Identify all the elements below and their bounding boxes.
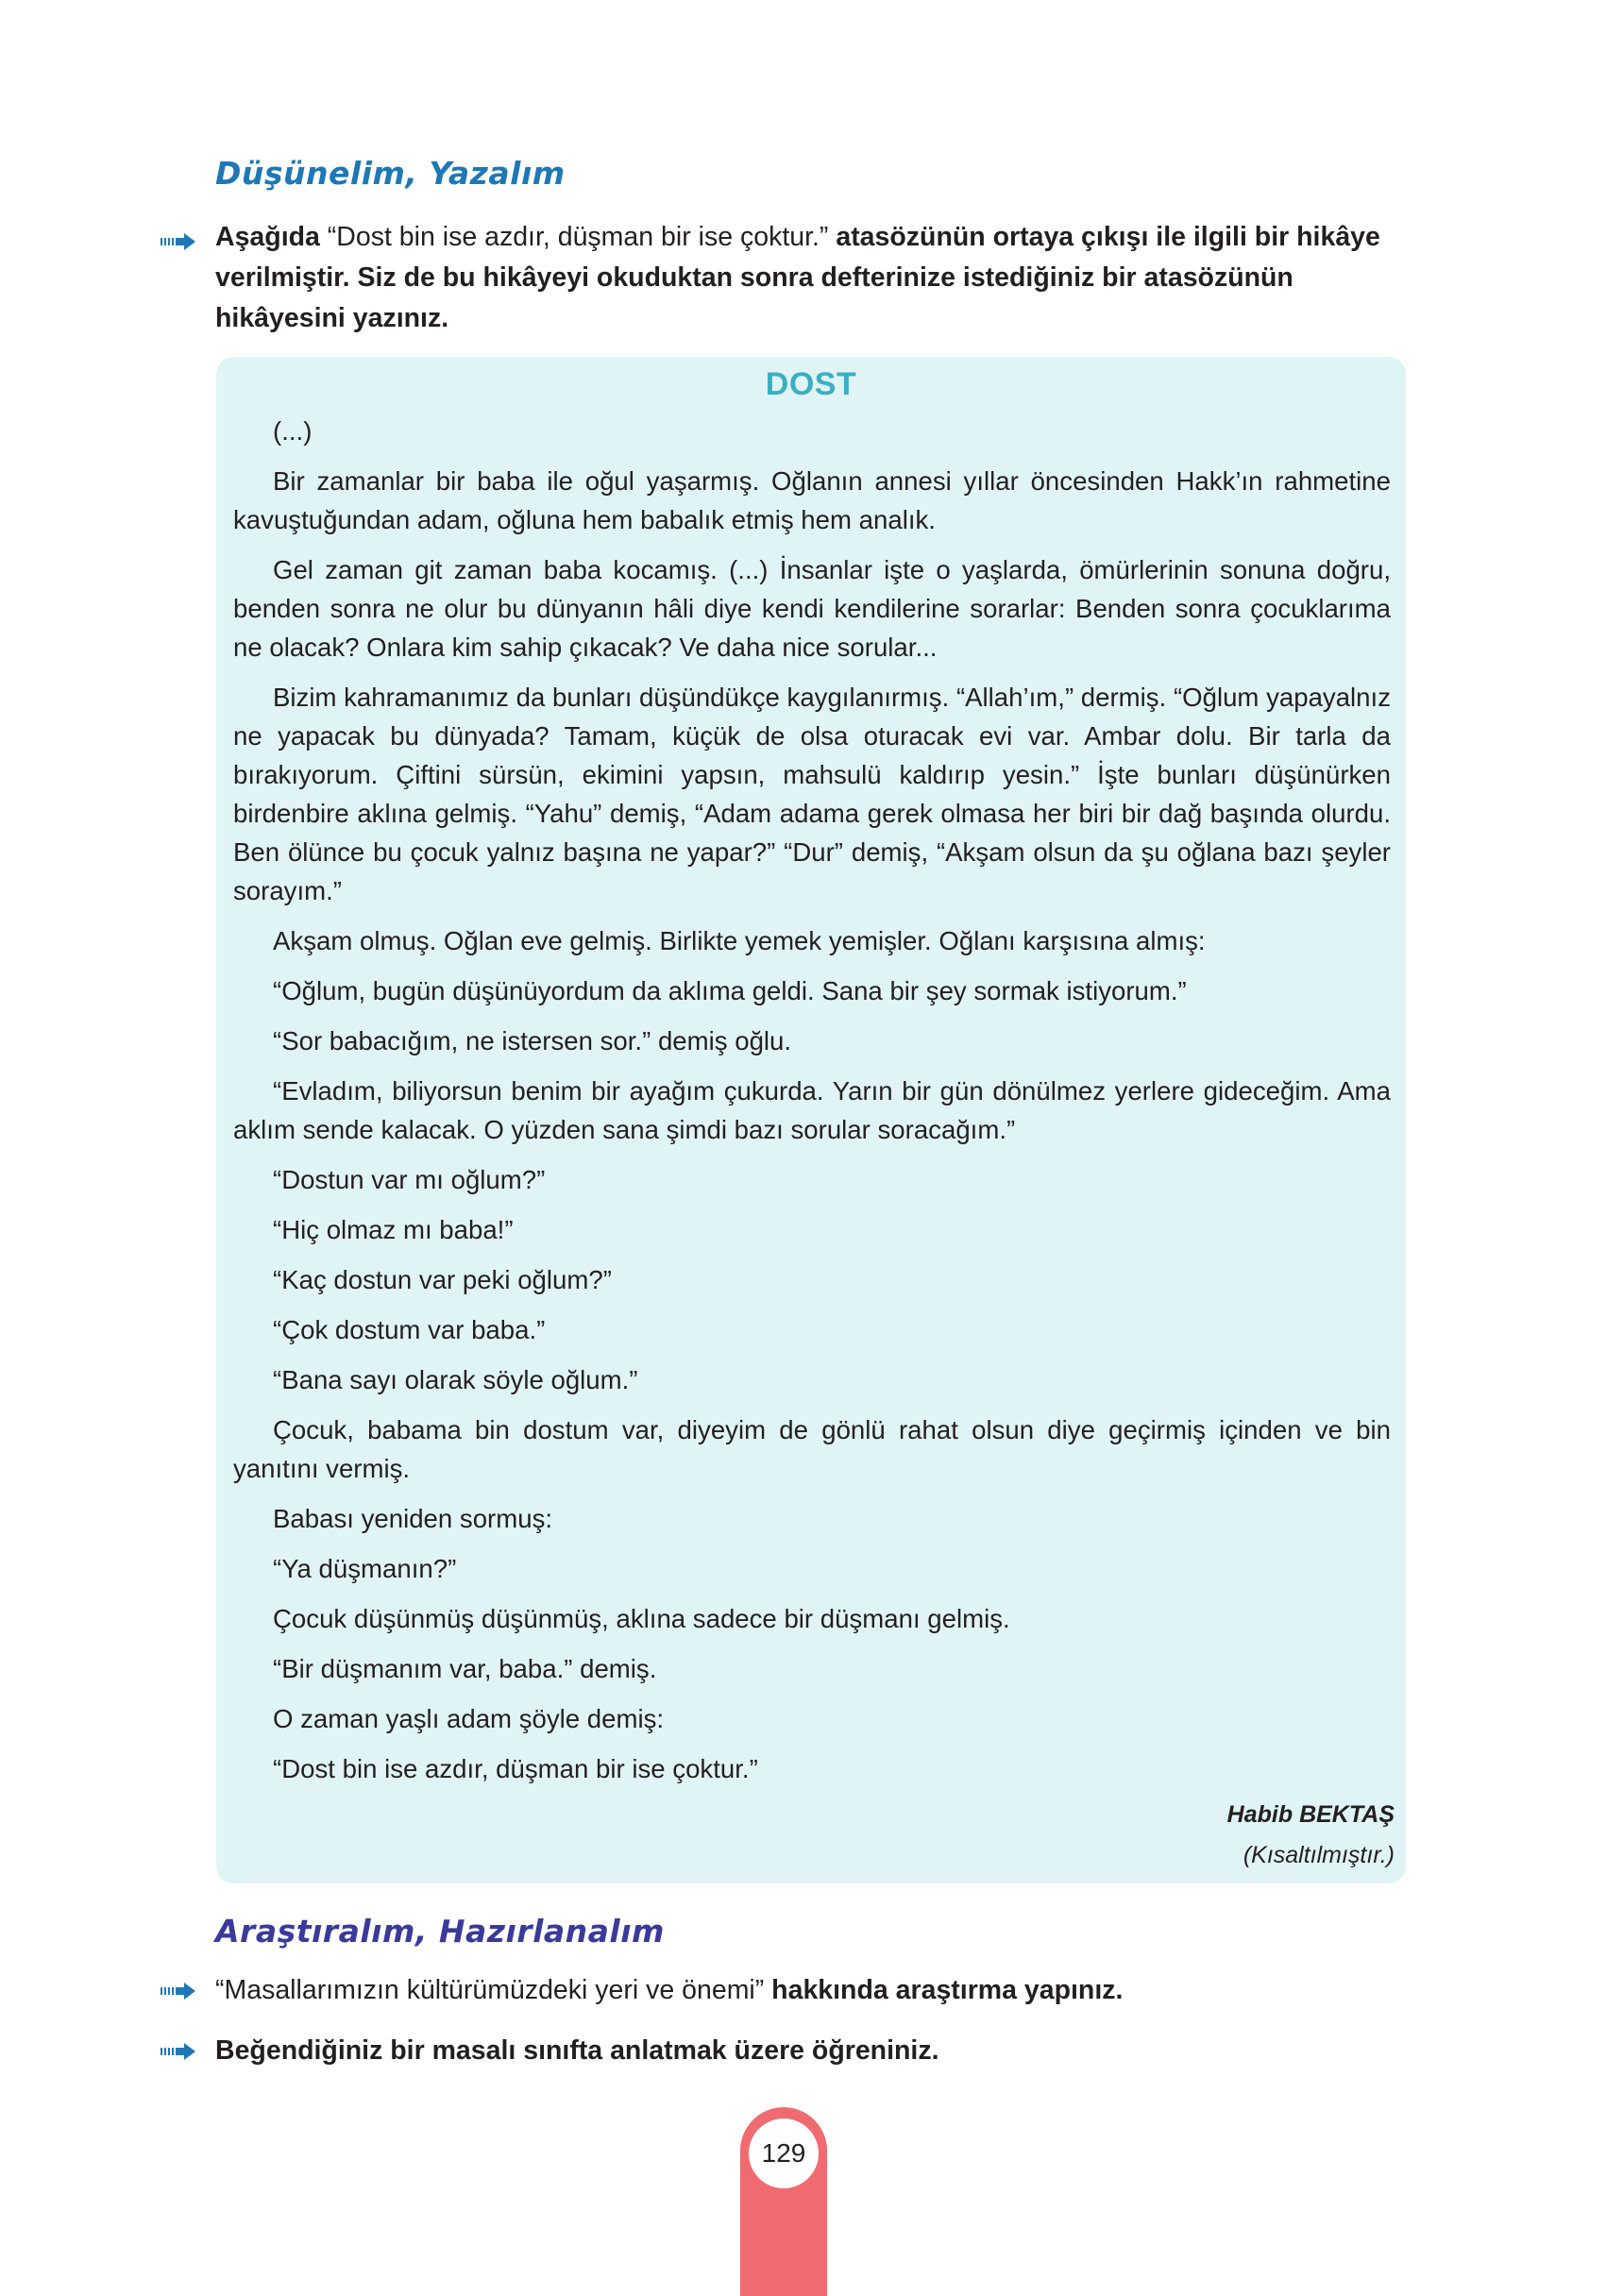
story-box xyxy=(216,357,1406,1883)
story-paragraph: Babası yeniden sormuş: xyxy=(273,1504,553,1533)
arrow-bullet-icon xyxy=(161,2042,196,2061)
story-paragraph: Bir zamanlar bir baba ile oğul yaşarmış. Oğlanın annesi yıllar öncesinden Hakk’ın rahmetine kavuştuğundan adam, oğluna hem babalık etmiş hem analık. xyxy=(233,466,1391,534)
story-paragraph: “Sor babacığım, ne istersen sor.” demiş oğlu. xyxy=(273,1026,792,1055)
writing-instruction: Aşağıda “Dost bin ise azdır, düşman bir ise çoktur.” atasözünün ortaya çıkışı ile ilgili bir hikâye verilmiştir. Siz de bu hikâyeyi okuduktan sonra defterinize istediğiniz bir atasözünün hikâyesini yazınız. xyxy=(215,222,1380,333)
research-instruction: “Masallarımızın kültürümüzdeki yeri ve önemi” hakkında araştırma yapınız. xyxy=(215,1975,1124,2005)
abridged-note: (Kısaltılmıştır.) xyxy=(1243,1842,1395,1868)
story-paragraph: Bizim kahramanımız da bunları düşündükçe kaygılanırmış. “Allah’ım,” dermiş. “Oğlum yapayalnız ne yapacak bu dünyada? Tamam, küçük de olsa oturacak evi var. Ambar dolu. Bir tarla da bırakıyorum. Çiftini sürsün, ekimini yapsın, mahsulü kaldırıp yesin.” İşte bunları düşünürken birdenbire aklına gelmiş. “Yahu” demiş, “Adam adama gerek olmasa her biri bir dağ başında olurdu. Ben ölünce bu çocuk yalnız başına ne yapar?” “Dur” demiş, “Akşam olsun da şu oğlana bazı şeyler sorayım.” xyxy=(233,683,1391,905)
story-paragraph: “Dostun var mı oğlum?” xyxy=(273,1165,546,1194)
story-paragraph: “Çok dostum var baba.” xyxy=(273,1315,546,1344)
story-paragraph: “Ya düşmanın?” xyxy=(273,1554,457,1583)
story-paragraph: “Hiç olmaz mı baba!” xyxy=(273,1215,514,1244)
story-paragraph: O zaman yaşlı adam şöyle demiş: xyxy=(273,1704,665,1733)
story-paragraph: Gel zaman git zaman baba kocamış. (...) İnsanlar işte o yaşlarda, ömürlerinin sonuna doğru, benden sonra ne olur bu dünyanın hâli diye kendi kendilerine sorarlar: Benden sonra çocuklarıma ne olacak? Onlara kim sahip çıkacak? Ve daha nice sorular... xyxy=(233,555,1391,662)
story-paragraph: “Evladım, biliyorsun benim bir ayağım çukurda. Yarın bir gün dönülmez yerlere gideceğim. Ama aklım sende kalacak. O yüzden sana şimdi bazı sorular soracağım.” xyxy=(233,1076,1391,1144)
arrow-bullet-icon xyxy=(161,1982,196,2001)
page-number: 129 xyxy=(749,2119,819,2188)
section-title-arastiralim: Araştıralım, Hazırlanalım xyxy=(215,1913,665,1950)
story-paragraph: “Oğlum, bugün düşünüyordum da aklıma geldi. Sana bir şey sormak istiyorum.” xyxy=(273,976,1187,1005)
story-author: Habib BEKTAŞ xyxy=(1226,1801,1395,1828)
story-paragraph: Akşam olmuş. Oğlan eve gelmiş. Birlikte yemek yemişler. Oğlanı karşısına almış: xyxy=(273,926,1206,955)
story-paragraph: “Bana sayı olarak söyle oğlum.” xyxy=(273,1365,638,1394)
story-paragraph: “Dost bin ise azdır, düşman bir ise çoktur.” xyxy=(273,1754,758,1783)
story-paragraph: (...) xyxy=(273,416,313,446)
arrow-bullet-icon xyxy=(161,232,196,251)
story-paragraph: Çocuk düşünmüş düşünmüş, aklına sadece bir düşmanı gelmiş. xyxy=(273,1604,1010,1633)
story-paragraph: “Kaç dostun var peki oğlum?” xyxy=(273,1265,612,1294)
section-title-dusunelim: Düşünelim, Yazalım xyxy=(215,155,566,192)
story-paragraph: Çocuk, babama bin dostum var, diyeyim de gönlü rahat olsun diye geçirmiş içinden ve bin yanıtını vermiş. xyxy=(233,1415,1391,1483)
story-title: DOST xyxy=(765,366,857,402)
story-body xyxy=(233,412,1391,1799)
storytelling-instruction: Beğendiğiniz bir masalı sınıfta anlatmak üzere öğreniniz. xyxy=(215,2035,939,2066)
story-paragraph: “Bir düşmanım var, baba.” demiş. xyxy=(273,1654,657,1683)
